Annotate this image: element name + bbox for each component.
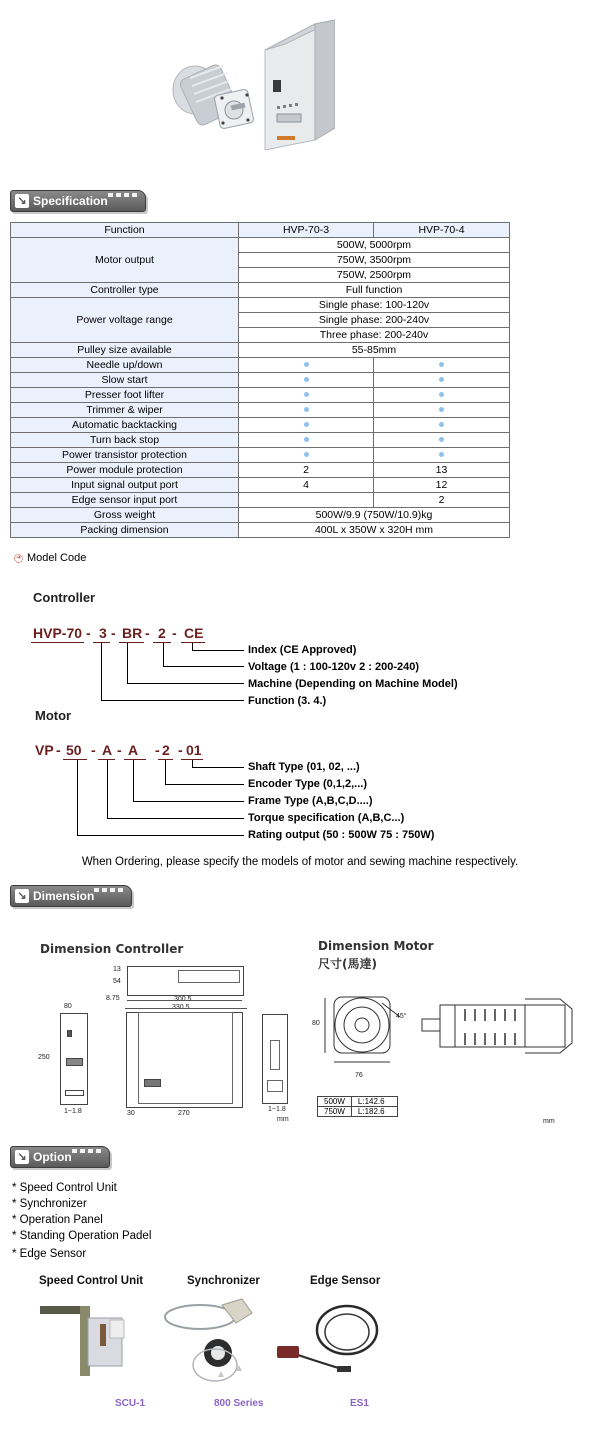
header-model-hvp-70-4: HVP-70-4 (374, 223, 510, 238)
cell-value: 55-85mm (239, 343, 510, 358)
dim-label: 270 (178, 1110, 190, 1117)
row-label-power-module: Power module protection (11, 463, 239, 478)
row-label-input-signal: Input signal output port (11, 478, 239, 493)
bullet-dot-icon (439, 392, 444, 397)
row-label-feature: Needle up/down (11, 358, 239, 373)
bullet-dot-icon (439, 407, 444, 412)
code-separator: - (56, 742, 61, 758)
product-code: ES1 (350, 1398, 369, 1409)
table-row (11, 298, 510, 313)
code-segment: HVP-70 (33, 625, 83, 641)
product-code: 800 Series (214, 1398, 264, 1409)
row-label-edge-sensor: Edge sensor input port (11, 493, 239, 508)
code-segment: 50 (66, 742, 82, 758)
table-row (11, 283, 510, 298)
list-item: * Speed Control Unit (12, 1182, 117, 1194)
table-row (11, 433, 510, 448)
code-segment: 3 (99, 625, 107, 641)
cell-supported (374, 403, 510, 418)
code-description: Frame Type (A,B,C,D....) (248, 795, 373, 807)
cell-value: 750W, 2500rpm (239, 268, 510, 283)
bullet-dot-icon (304, 437, 309, 442)
motor-length-table (317, 1096, 398, 1117)
cell-value: 2 (374, 493, 510, 508)
code-segment: 2 (158, 625, 166, 641)
code-separator: - (155, 742, 160, 758)
cell-supported (374, 358, 510, 373)
code-segment: 2 (162, 742, 170, 758)
dim-label: 1~1.8 (268, 1106, 286, 1113)
dim-unit-label: mm (277, 1116, 289, 1123)
table-header-row (11, 223, 510, 238)
bullet-dot-icon (304, 422, 309, 427)
section-title: Specification (33, 194, 108, 208)
arrow-down-right-icon: ↘ (15, 889, 29, 903)
cell-value: 2 (239, 463, 374, 478)
motor-image (173, 63, 254, 129)
cell-supported (239, 373, 374, 388)
arrow-down-right-icon: ↘ (15, 194, 29, 208)
code-separator: - (86, 625, 91, 641)
dim-label: 80 (312, 1020, 320, 1027)
cell-supported (374, 373, 510, 388)
cell-supported (374, 418, 510, 433)
row-label-pulley: Pulley size available (11, 343, 239, 358)
decorative-dots (72, 1149, 101, 1153)
cell-value: Single phase: 200-240v (239, 313, 510, 328)
code-description: Shaft Type (01, 02, ...) (248, 761, 360, 773)
bullet-dot-icon (439, 437, 444, 442)
code-segment: VP (35, 742, 54, 758)
cell-supported (239, 403, 374, 418)
table-row (11, 358, 510, 373)
dim-label: 76 (355, 1072, 363, 1079)
dim-unit-label: mm (543, 1118, 555, 1125)
dim-label: 54 (113, 978, 121, 985)
cell-value: 500W/9.9 (750W/10.9)kg (239, 508, 510, 523)
cell-value: 750W (318, 1107, 352, 1117)
specification-table (10, 222, 510, 538)
header-model-hvp-70-3: HVP-70-3 (239, 223, 374, 238)
bullet-dot-icon (304, 392, 309, 397)
cell-value: 12 (374, 478, 510, 493)
motor-controller-illustration (165, 10, 335, 150)
code-separator: - (145, 625, 150, 641)
dim-label: 30 (127, 1110, 135, 1117)
section-header-option (10, 1146, 110, 1168)
list-item: * Operation Panel (12, 1214, 103, 1226)
cell-value: 13 (374, 463, 510, 478)
dim-label: 13 (113, 966, 121, 973)
product-title: Edge Sensor (310, 1275, 381, 1287)
bullet-dot-icon (439, 362, 444, 367)
dimension-motor-title: Dimension Motor (318, 939, 434, 953)
bullet-dot-icon (304, 362, 309, 367)
hero-product-image (165, 10, 335, 150)
decorative-dots (108, 193, 137, 197)
cell-value: L:142.6 (351, 1097, 397, 1107)
dim-label: 1~1.8 (64, 1108, 82, 1115)
bullet-dot-icon (304, 452, 309, 457)
list-item: * Standing Operation Padel (12, 1230, 152, 1242)
table-row (11, 343, 510, 358)
cell-value: 400L x 350W x 320H mm (239, 523, 510, 538)
motor-code-title: Motor (35, 708, 72, 723)
table-row (11, 478, 510, 493)
speed-control-unit-image (38, 1300, 128, 1380)
cell-supported (374, 388, 510, 403)
row-label-feature: Presser foot lifter (11, 388, 239, 403)
cell-supported (239, 358, 374, 373)
row-label-gross-weight: Gross weight (11, 508, 239, 523)
ordering-note: When Ordering, please specify the models of motor and sewing machine respectively. (81, 856, 519, 868)
code-separator: - (111, 625, 116, 641)
cell-supported (239, 388, 374, 403)
code-separator: - (117, 742, 122, 758)
cell-supported (239, 433, 374, 448)
cell-value: 500W, 5000rpm (239, 238, 510, 253)
header-function: Function (11, 223, 239, 238)
table-row (11, 238, 510, 253)
code-segment: 01 (186, 742, 202, 758)
section-header-specification (10, 190, 146, 212)
row-label-feature: Trimmer & wiper (11, 403, 239, 418)
product-title: Synchronizer (187, 1275, 260, 1287)
code-description: Function (3. 4.) (248, 695, 327, 707)
bullet-dot-icon (439, 452, 444, 457)
row-label-controller-type: Controller type (11, 283, 239, 298)
cell-supported (239, 418, 374, 433)
bullet-dot-icon (439, 422, 444, 427)
dim-label: 8.75 (106, 995, 120, 1002)
table-row (11, 403, 510, 418)
code-segment: CE (184, 625, 204, 641)
bullet-dot-icon (304, 407, 309, 412)
cell-value: 4 (239, 478, 374, 493)
cell-value: Single phase: 100-120v (239, 298, 510, 313)
dim-label: 250 (38, 1054, 50, 1061)
bullet-dot-icon (304, 377, 309, 382)
dim-label: 45° (396, 1013, 407, 1020)
cell-value: L:182.6 (351, 1107, 397, 1117)
cell-value (239, 493, 374, 508)
section-title: Option (33, 1150, 72, 1164)
row-label-packing: Packing dimension (11, 523, 239, 538)
controller-code-title: Controller (33, 590, 96, 605)
cell-value: Three phase: 200-240v (239, 328, 510, 343)
option-list (12, 1180, 151, 1262)
controller-image (265, 20, 335, 150)
section-title: Dimension (33, 889, 95, 903)
cell-value: 750W, 3500rpm (239, 253, 510, 268)
dim-label: 80 (64, 1003, 72, 1010)
dimension-controller-title: Dimension Controller (40, 942, 184, 956)
table-row (11, 418, 510, 433)
code-separator: - (172, 625, 177, 641)
list-item: * Synchronizer (12, 1198, 87, 1210)
cell-value: Full function (239, 283, 510, 298)
dimension-motor-subtitle: 尺寸(馬達) (318, 957, 377, 971)
row-label-feature: Automatic backtacking (11, 418, 239, 433)
synchronizer-image (160, 1295, 260, 1390)
product-code: SCU-1 (115, 1398, 146, 1409)
cell-supported (374, 448, 510, 463)
table-row (11, 523, 510, 538)
cell-supported (374, 433, 510, 448)
table-row (11, 463, 510, 478)
bullet-dot-icon (439, 377, 444, 382)
code-segment: BR (122, 625, 143, 641)
table-row (11, 508, 510, 523)
code-description: Rating output (50 : 500W 75 : 750W) (248, 829, 435, 841)
section-header-dimension (10, 885, 132, 907)
list-item: * Edge Sensor (12, 1248, 87, 1260)
table-row (318, 1097, 398, 1107)
model-code-heading (14, 552, 86, 564)
table-row (318, 1107, 398, 1117)
row-label-feature: Turn back stop (11, 433, 239, 448)
code-description: Index (CE Approved) (248, 644, 357, 656)
arrow-down-right-icon: ↘ (15, 1150, 29, 1164)
decorative-dots (94, 888, 123, 892)
motor-drawing-illustration (320, 985, 580, 1070)
code-segment: A (128, 742, 139, 758)
product-title: Speed Control Unit (39, 1275, 144, 1287)
code-separator: - (178, 742, 183, 758)
cell-value: 500W (318, 1097, 352, 1107)
table-row (11, 373, 510, 388)
table-row (11, 448, 510, 463)
code-separator: - (91, 742, 96, 758)
row-label-feature: Slow start (11, 373, 239, 388)
model-code-label: Model Code (27, 552, 87, 564)
row-label-feature: Power transistor protection (11, 448, 239, 463)
row-label-motor-output: Motor output (11, 238, 239, 283)
code-segment: A (102, 742, 113, 758)
cell-supported (239, 448, 374, 463)
code-description: Voltage (1 : 100-120v 2 : 200-240) (248, 661, 419, 673)
code-description: Machine (Depending on Machine Model) (248, 678, 458, 690)
circle-arrow-icon: ➜ (15, 554, 22, 561)
code-description: Torque specification (A,B,C...) (248, 812, 405, 824)
row-label-power-voltage: Power voltage range (11, 298, 239, 343)
edge-sensor-image (275, 1300, 385, 1385)
table-row (11, 493, 510, 508)
code-description: Encoder Type (0,1,2,...) (248, 778, 367, 790)
table-row (11, 388, 510, 403)
